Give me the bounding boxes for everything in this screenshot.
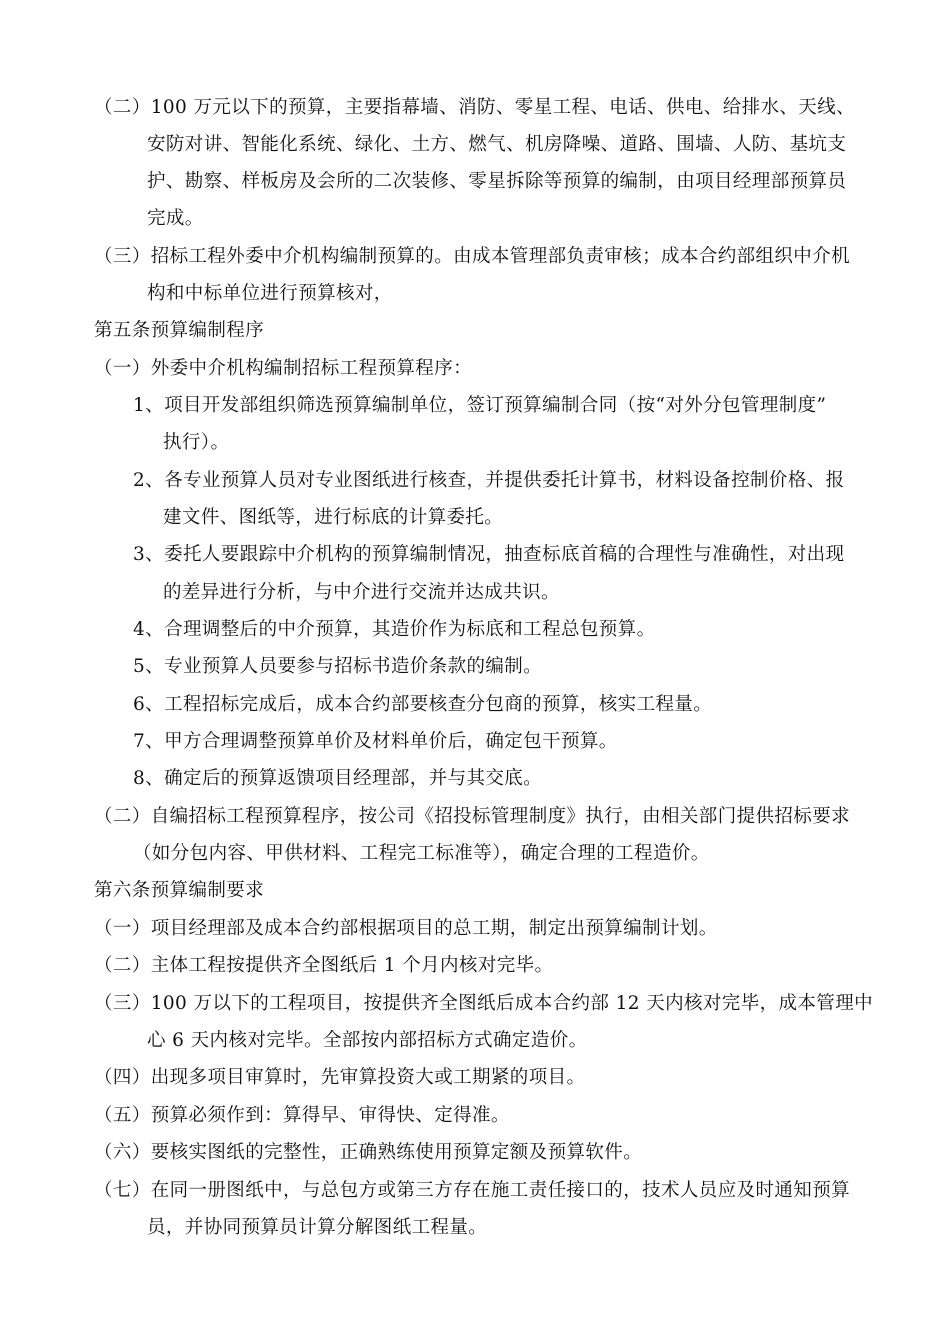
line-15: 4、合理调整后的中介预算，其造价作为标底和工程总包预算。 xyxy=(133,619,656,640)
line-17: 6、工程招标完成后，成本合约部要核查分包商的预算，核实工程量。 xyxy=(133,694,713,715)
line-10: 执行）。 xyxy=(163,432,230,453)
line-18: 7、甲方合理调整预算单价及材料单价后，确定包干预算。 xyxy=(133,731,618,752)
line-6: 构和中标单位进行预算核对， xyxy=(147,283,393,304)
line-21: （如分包内容、甲供材料、工程完工标准等），确定合理的工程造价。 xyxy=(133,843,710,864)
line-20: （二）自编招标工程预算程序，按公司《招投标管理制度》执行，由相关部门提供招标要求 xyxy=(94,806,851,827)
line-11: 2、各专业预算人员对专业图纸进行核查，并提供委托计算书，材料设备控制价格、报 xyxy=(133,470,845,491)
line-30: （七）在同一册图纸中，与总包方或第三方存在施工责任接口的，技术人员应及时通知预算 xyxy=(94,1180,851,1201)
section-heading-6: 第六条预算编制要求 xyxy=(94,880,265,901)
line-25: （三）100 万以下的工程项目，按提供齐全图纸后成本合约部 12 天内核对完毕，成本管理中 xyxy=(94,993,873,1014)
line-31: 员，并协同预算员计算分解图纸工程量。 xyxy=(147,1217,488,1238)
line-5: （三）招标工程外委中介机构编制预算的。由成本管理部负责审核；成本合约部组织中介机 xyxy=(94,246,851,267)
line-14: 的差异进行分析，与中介进行交流并达成共识。 xyxy=(163,582,560,603)
line-27: （四）出现多项目审算时，先审算投资大或工期紧的项目。 xyxy=(94,1067,586,1088)
line-1: （二）100 万元以下的预算，主要指幕墙、消防、零星工程、电话、供电、给排水、天线、 xyxy=(94,97,855,118)
line-24: （二）主体工程按提供齐全图纸后 1 个月内核对完毕。 xyxy=(94,955,554,976)
line-23: （一）项目经理部及成本合约部根据项目的总工期，制定出预算编制计划。 xyxy=(94,918,718,939)
line-29: （六）要核实图纸的完整性，正确熟练使用预算定额及预算软件。 xyxy=(94,1142,643,1163)
line-4: 完成。 xyxy=(147,208,204,229)
line-12: 建文件、图纸等，进行标底的计算委托。 xyxy=(163,507,504,528)
line-19: 8、确定后的预算返馈项目经理部，并与其交底。 xyxy=(133,768,543,789)
line-2: 安防对讲、智能化系统、绿化、土方、燃气、机房降噪、道路、围墙、人防、基坑支 xyxy=(147,134,847,155)
line-28: （五）预算必须作到：算得早、审得快、定得准。 xyxy=(94,1105,510,1126)
line-8: （一）外委中介机构编制招标工程预算程序： xyxy=(94,358,473,379)
line-26: 心 6 天内核对完毕。全部按内部招标方式确定造价。 xyxy=(147,1030,588,1051)
line-13: 3、委托人要跟踪中介机构的预算编制情况，抽查标底首稿的合理性与准确性，对出现 xyxy=(133,544,845,565)
line-3: 护、勘察、样板房及会所的二次装修、零星拆除等预算的编制，由项目经理部预算员 xyxy=(147,171,847,192)
section-heading-5: 第五条预算编制程序 xyxy=(94,320,265,341)
line-9: 1、项目开发部组织筛选预算编制单位，签订预算编制合同（按“对外分包管理制度” xyxy=(133,395,827,416)
line-16: 5、专业预算人员要参与招标书造价条款的编制。 xyxy=(133,656,543,677)
